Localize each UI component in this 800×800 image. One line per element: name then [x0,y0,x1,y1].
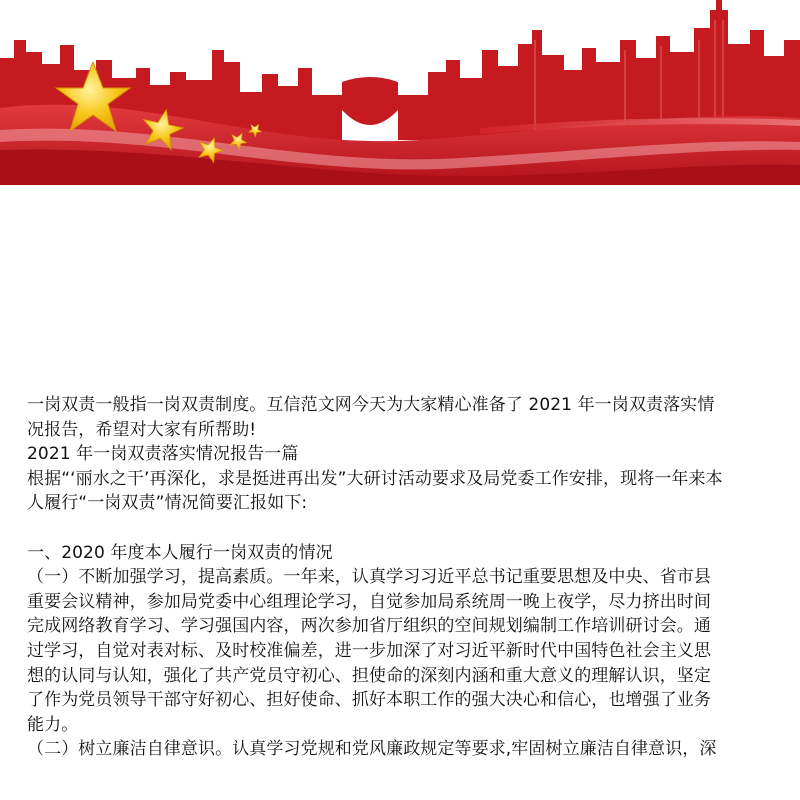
section-heading: 一、2020 年度本人履行一岗双责的情况 [27,542,333,563]
text-line: 一岗双责一般指一岗双责制度。互信范文网今天为大家精心准备了 2021 年一岗双责落实情 [27,395,715,415]
text-line: 完成网络教育学习、学习强国内容，两次参加省厅组织的空间规划编制工作培训研讨会。通 [27,616,711,637]
text-line: 根据“‘丽水之干’再深化，求是挺进再出发”大研讨活动要求及局党委工作安排，现将一年来本 [27,468,723,489]
text-line: 了作为党员领导干部守好初心、担好使命、抓好本职工作的强大决心和信心，也增强了业务 [27,690,711,711]
red-city-skyline-banner-illustration [0,0,800,185]
text-line: （二）树立廉洁自律意识。认真学习党规和党风廉政规定等要求,牢固树立廉洁自律意识，深 [27,739,717,760]
text-line: 过学习，自觉对表对标、及时校准偏差，进一步加深了对习近平新时代中国特色社会主义思 [27,640,711,661]
text-line: 能力。 [27,714,79,735]
document-body [27,393,787,762]
header-banner [0,0,800,185]
text-line: 人履行“一岗双责”情况简要汇报如下: [27,493,308,514]
blank-line [27,516,787,541]
text-line: 重要会议精神，参加局党委中心组理论学习，自觉参加局系统周一晚上夜学，尽力挤出时间 [27,591,711,612]
text-line: 想的认同与认知，强化了共产党员守初心、担使命的深刻内涵和重大意义的理解认识，坚定 [27,665,711,686]
text-line: 况报告，希望对大家有所帮助! [27,419,257,440]
text-line: 2021 年一岗双责落实情况报告一篇 [27,444,299,465]
text-line: （一）不断加强学习，提高素质。一年来，认真学习习近平总书记重要思想及中央、省市县 [27,567,711,588]
